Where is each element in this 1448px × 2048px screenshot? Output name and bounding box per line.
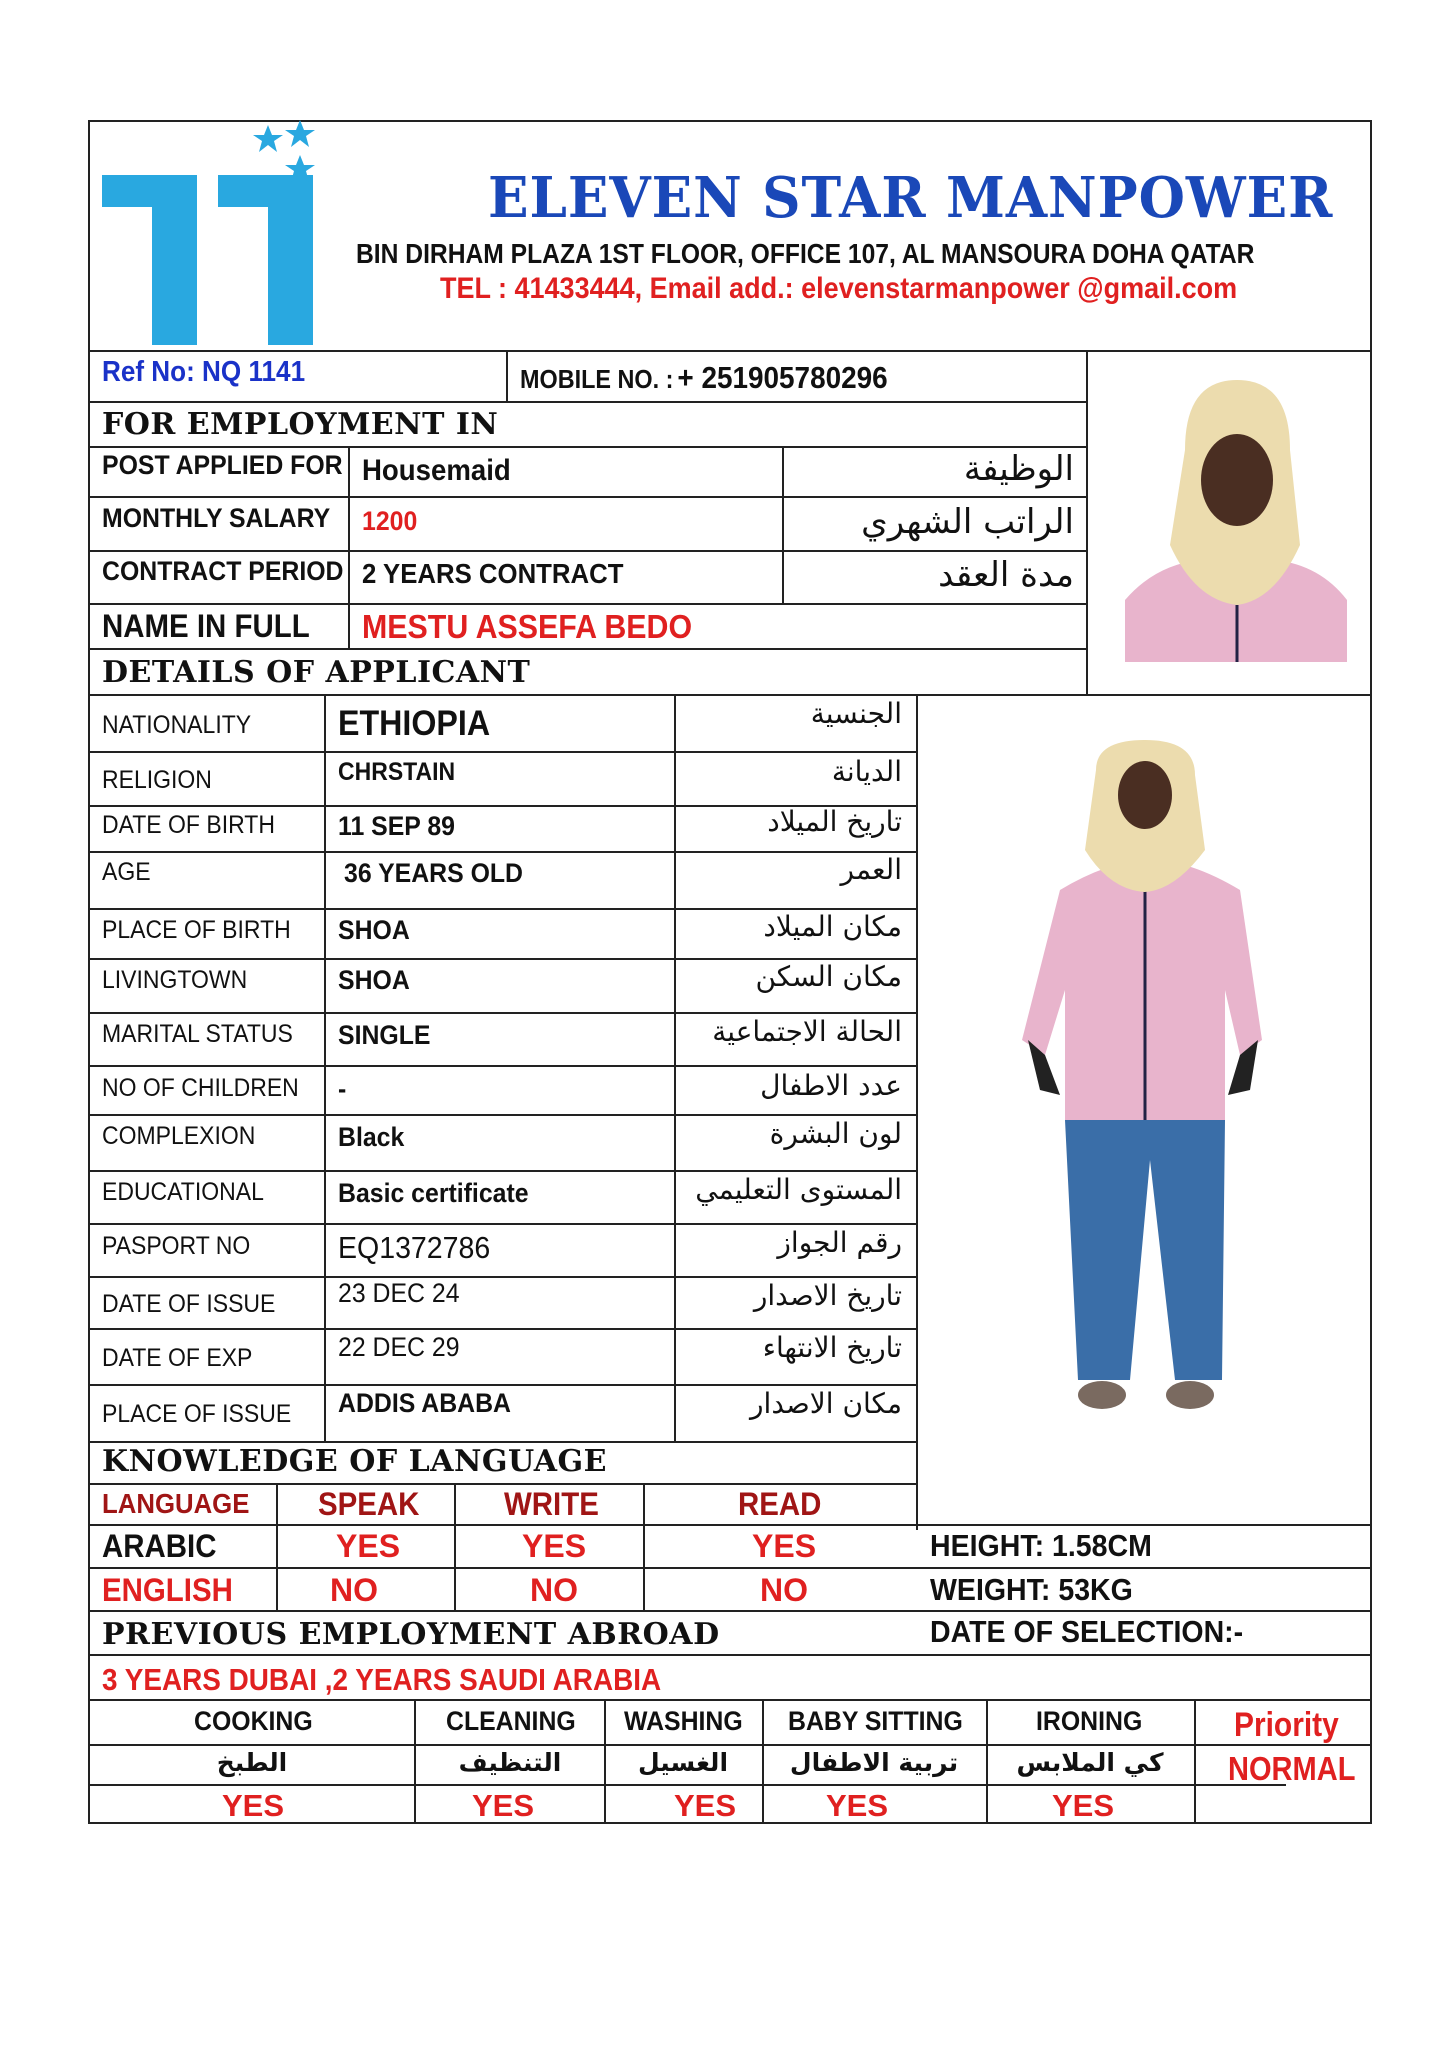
arabic-read: YES <box>752 1528 817 1564</box>
detail-value: SHOA <box>338 915 410 945</box>
write-header: WRITE <box>504 1486 599 1522</box>
salary-value: 1200 <box>362 506 418 536</box>
skill-ironing-arabic: كي الملابس <box>1016 1748 1164 1777</box>
detail-arabic: العمر <box>840 853 902 886</box>
line <box>643 1483 645 1610</box>
detail-arabic: تاريخ الانتهاء <box>762 1331 902 1364</box>
line <box>88 1065 916 1067</box>
ref-label <box>102 358 305 387</box>
detail-value: 11 SEP 89 <box>338 811 455 841</box>
detail-arabic: عدد الاطفال <box>760 1069 902 1102</box>
detail-label: PLACE OF ISSUE <box>102 1400 292 1428</box>
skill-washing-value: YES <box>674 1788 737 1823</box>
frame-right <box>1370 350 1372 1824</box>
detail-label: AGE <box>102 858 151 886</box>
detail-label: PLACE OF BIRTH <box>102 916 291 944</box>
post-label: POST APPLIED FOR <box>102 450 343 480</box>
line <box>88 496 1086 498</box>
detail-value: CHRSTAIN <box>338 758 456 786</box>
skill-baby-sitting-arabic: تربية الاطفال <box>789 1748 959 1777</box>
detail-label: DATE OF BIRTH <box>102 811 275 839</box>
line <box>88 1699 1372 1701</box>
name-label: NAME IN FULL <box>102 608 310 644</box>
detail-value: ETHIOPIA <box>338 704 491 743</box>
detail-value: SHOA <box>338 965 410 995</box>
detail-arabic: تاريخ الميلاد <box>767 805 902 838</box>
detail-value: EQ1372786 <box>338 1230 491 1265</box>
applicant-headshot <box>1125 370 1347 662</box>
line <box>88 1276 916 1278</box>
skill-cooking-value: YES <box>222 1788 285 1823</box>
previous-section-title: PREVIOUS EMPLOYMENT ABROAD <box>102 1617 720 1652</box>
detail-label: MARITAL STATUS <box>102 1020 293 1048</box>
detail-arabic: لون البشرة <box>769 1117 902 1150</box>
details-section-title: DETAILS OF APPLICANT <box>102 655 531 690</box>
detail-arabic: رقم الجواز <box>777 1226 902 1259</box>
post-value: Housemaid <box>362 454 511 487</box>
detail-value: 22 DEC 29 <box>338 1332 460 1362</box>
read-header: READ <box>738 1486 822 1522</box>
arabic-write: YES <box>522 1528 587 1564</box>
line <box>916 694 918 1530</box>
language-header: LANGUAGE <box>102 1488 250 1519</box>
detail-label: DATE OF ISSUE <box>102 1290 276 1318</box>
detail-arabic: مكان السكن <box>755 960 902 993</box>
detail-value: SINGLE <box>338 1020 431 1050</box>
line <box>88 603 1086 605</box>
skill-cooking-label: COOKING <box>194 1706 313 1736</box>
detail-arabic: المستوى التعليمي <box>695 1173 902 1206</box>
skill-baby-sitting-label: BABY SITTING <box>788 1706 963 1736</box>
line <box>348 446 350 648</box>
line <box>276 1483 278 1610</box>
line <box>88 648 1086 650</box>
line <box>88 1483 916 1485</box>
detail-arabic: مكان الميلاد <box>763 910 902 943</box>
line <box>88 550 1086 552</box>
line <box>88 1744 1372 1746</box>
line <box>88 401 1086 403</box>
mobile-value: + 251905780296 <box>677 360 888 395</box>
line <box>88 694 1372 696</box>
star-icon <box>253 120 315 182</box>
skill-cooking-arabic: الطبخ <box>216 1748 288 1777</box>
weight-value: WEIGHT: 53KG <box>930 1572 1133 1607</box>
skill-washing-label: WASHING <box>624 1706 743 1736</box>
detail-value: 23 DEC 24 <box>338 1278 460 1308</box>
detail-label: RELIGION <box>102 766 212 794</box>
mobile-field <box>520 362 888 393</box>
line <box>88 446 1086 448</box>
detail-arabic: تاريخ الاصدار <box>753 1279 902 1312</box>
skill-ironing-label: IRONING <box>1036 1706 1143 1736</box>
line <box>88 851 916 853</box>
language-arabic: ARABIC <box>102 1528 217 1564</box>
contract-value: 2 YEARS CONTRACT <box>362 558 624 589</box>
line <box>1086 350 1088 694</box>
line <box>88 1441 916 1443</box>
detail-label: DATE OF EXP <box>102 1344 253 1372</box>
frame-left <box>88 350 90 1824</box>
line <box>88 1328 916 1330</box>
english-speak: NO <box>330 1572 378 1608</box>
salary-arabic: الراتب الشهري <box>861 502 1074 542</box>
line <box>88 1524 1372 1526</box>
skill-cleaning-value: YES <box>472 1788 535 1823</box>
line <box>88 1384 916 1386</box>
mobile-label: MOBILE NO. : <box>520 364 674 394</box>
detail-arabic: الحالة الاجتماعية <box>712 1015 902 1048</box>
contract-label: CONTRACT PERIOD <box>102 556 344 586</box>
detail-label: PASPORT NO <box>102 1232 251 1260</box>
name-value: MESTU ASSEFA BEDO <box>362 608 693 645</box>
detail-value: ADDIS ABABA <box>338 1388 511 1418</box>
detail-value: - <box>338 1074 347 1104</box>
line <box>88 1170 916 1172</box>
detail-label: EDUCATIONAL <box>102 1178 264 1206</box>
line <box>506 350 508 401</box>
language-section-title: KNOWLEDGE OF LANGUAGE <box>102 1444 608 1479</box>
line <box>88 1654 1372 1656</box>
applicant-full-photo <box>1000 740 1280 1450</box>
line <box>782 446 784 603</box>
detail-arabic: الديانة <box>831 755 902 788</box>
language-english: ENGLISH <box>102 1572 233 1608</box>
height-value: HEIGHT: 1.58CM <box>930 1528 1152 1563</box>
line <box>88 751 916 753</box>
line <box>88 1223 916 1225</box>
line <box>454 1483 456 1610</box>
detail-value: 36 YEARS OLD <box>344 858 524 888</box>
priority-label: Priority <box>1234 1706 1339 1744</box>
line <box>88 1610 1372 1612</box>
skill-cleaning-arabic: التنظيف <box>458 1748 562 1777</box>
company-address: BIN DIRHAM PLAZA 1ST FLOOR, OFFICE 107, AL MANSOURA DOHA QATAR <box>356 238 1255 269</box>
line <box>414 1699 416 1822</box>
previous-employment-value: 3 YEARS DUBAI ,2 YEARS SAUDI ARABIA <box>102 1662 662 1697</box>
line <box>1194 1699 1196 1822</box>
detail-arabic: الجنسية <box>810 697 902 730</box>
skill-baby-sitting-value: YES <box>826 1788 889 1823</box>
skill-cleaning-label: CLEANING <box>446 1706 576 1736</box>
detail-value: Black <box>338 1122 405 1152</box>
selection-date: DATE OF SELECTION:- <box>930 1614 1244 1649</box>
skill-ironing-value: YES <box>1052 1788 1115 1823</box>
company-logo <box>100 120 340 350</box>
detail-value: Basic certificate <box>338 1178 529 1208</box>
line <box>88 1012 916 1014</box>
english-write: NO <box>530 1572 578 1608</box>
contract-arabic: مدة العقد <box>938 555 1074 595</box>
detail-label: COMPLEXION <box>102 1122 256 1150</box>
line <box>88 1114 916 1116</box>
detail-label: NO OF CHILDREN <box>102 1074 299 1102</box>
employment-section-title: FOR EMPLOYMENT IN <box>102 407 499 442</box>
priority-value: NORMAL <box>1228 1750 1356 1787</box>
english-read: NO <box>760 1572 808 1608</box>
company-name: ELEVEN STAR MANPOWER <box>488 165 1334 231</box>
ref-value: NQ 1141 <box>202 356 306 388</box>
company-contact: TEL : 41433444, Email add.: elevenstarmanpower @gmail.com <box>440 272 1238 305</box>
skill-washing-arabic: الغسيل <box>637 1748 729 1777</box>
line <box>88 1567 1372 1569</box>
salary-label: MONTHLY SALARY <box>102 503 331 533</box>
line <box>88 1784 1286 1786</box>
post-arabic: الوظيفة <box>963 449 1074 489</box>
arabic-speak: YES <box>336 1528 401 1564</box>
ref-label-text: Ref No: <box>102 356 195 388</box>
detail-arabic: مكان الاصدار <box>750 1387 902 1420</box>
detail-label: LIVINGTOWN <box>102 966 248 994</box>
speak-header: SPEAK <box>318 1486 420 1522</box>
detail-label: NATIONALITY <box>102 711 252 739</box>
